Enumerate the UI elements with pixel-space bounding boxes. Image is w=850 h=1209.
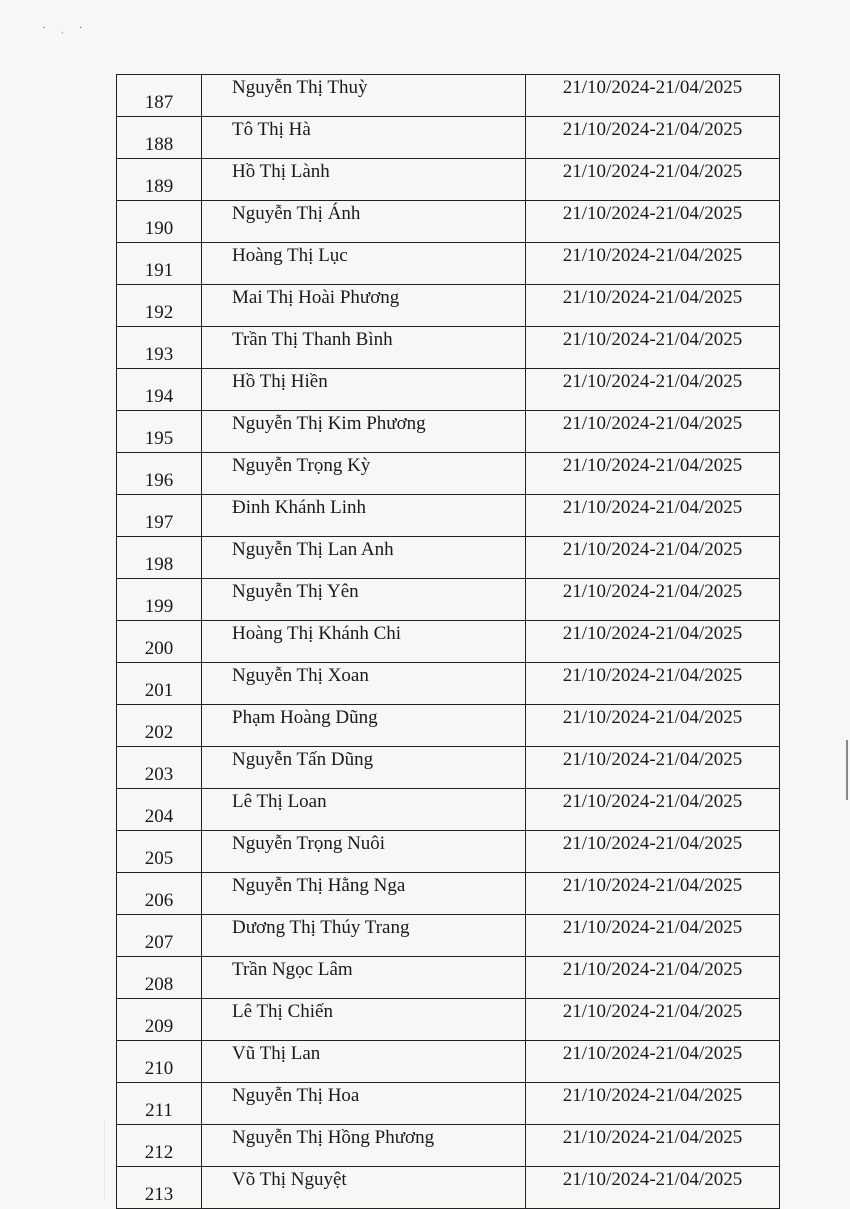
row-number-cell: 198: [117, 537, 202, 579]
period-cell: 21/10/2024-21/04/2025: [526, 873, 780, 915]
row-number-cell: 195: [117, 411, 202, 453]
row-number-cell: 193: [117, 327, 202, 369]
table-row: [117, 999, 780, 1041]
period-cell: 21/10/2024-21/04/2025: [526, 621, 780, 663]
person-name-cell: Nguyễn Thị Thuỳ: [202, 75, 526, 117]
person-name-cell: Hồ Thị Lành: [202, 159, 526, 201]
person-name-cell: Nguyễn Trọng Nuôi: [202, 831, 526, 873]
person-name-cell: Lê Thị Loan: [202, 789, 526, 831]
person-name-cell: Dương Thị Thúy Trang: [202, 915, 526, 957]
row-number-cell: 204: [117, 789, 202, 831]
period-cell: 21/10/2024-21/04/2025: [526, 789, 780, 831]
row-number-cell: 192: [117, 285, 202, 327]
row-number-cell: 187: [117, 75, 202, 117]
table-row: [117, 495, 780, 537]
table-row: [117, 663, 780, 705]
table-row: [117, 159, 780, 201]
row-number-cell: 207: [117, 915, 202, 957]
person-name-cell: Nguyễn Thị Hoa: [202, 1083, 526, 1125]
row-number-cell: 191: [117, 243, 202, 285]
period-cell: 21/10/2024-21/04/2025: [526, 999, 780, 1041]
period-cell: 21/10/2024-21/04/2025: [526, 831, 780, 873]
table-row: [117, 243, 780, 285]
person-name-cell: Mai Thị Hoài Phương: [202, 285, 526, 327]
person-name-cell: Hoàng Thị Lục: [202, 243, 526, 285]
row-number-cell: 211: [117, 1083, 202, 1125]
row-number-cell: 210: [117, 1041, 202, 1083]
period-cell: 21/10/2024-21/04/2025: [526, 201, 780, 243]
period-cell: 21/10/2024-21/04/2025: [526, 117, 780, 159]
person-name-cell: Nguyễn Thị Xoan: [202, 663, 526, 705]
page-fold-line: [104, 1120, 105, 1200]
period-cell: 21/10/2024-21/04/2025: [526, 663, 780, 705]
table-row: [117, 537, 780, 579]
table-row: [117, 117, 780, 159]
row-number-cell: 194: [117, 369, 202, 411]
row-number-cell: 201: [117, 663, 202, 705]
person-name-cell: Nguyễn Thị Lan Anh: [202, 537, 526, 579]
row-number-cell: 188: [117, 117, 202, 159]
period-cell: 21/10/2024-21/04/2025: [526, 705, 780, 747]
person-name-cell: Hoàng Thị Khánh Chi: [202, 621, 526, 663]
period-cell: 21/10/2024-21/04/2025: [526, 1125, 780, 1167]
row-number-cell: 189: [117, 159, 202, 201]
table-row: [117, 1083, 780, 1125]
row-number-cell: 203: [117, 747, 202, 789]
person-name-cell: Võ Thị Nguyệt: [202, 1167, 526, 1209]
person-name-cell: Hồ Thị Hiền: [202, 369, 526, 411]
row-number-cell: 209: [117, 999, 202, 1041]
row-number-cell: 212: [117, 1125, 202, 1167]
row-number-cell: 197: [117, 495, 202, 537]
person-name-cell: Nguyễn Tấn Dũng: [202, 747, 526, 789]
period-cell: 21/10/2024-21/04/2025: [526, 75, 780, 117]
row-number-cell: 206: [117, 873, 202, 915]
table-row: [117, 915, 780, 957]
period-cell: 21/10/2024-21/04/2025: [526, 285, 780, 327]
period-cell: 21/10/2024-21/04/2025: [526, 159, 780, 201]
period-cell: 21/10/2024-21/04/2025: [526, 327, 780, 369]
scan-artifact-marks: · ˌ ·: [42, 22, 89, 34]
period-cell: 21/10/2024-21/04/2025: [526, 495, 780, 537]
table-row: [117, 957, 780, 999]
person-name-cell: Nguyễn Thị Hồng Phương: [202, 1125, 526, 1167]
person-name-cell: Lê Thị Chiến: [202, 999, 526, 1041]
table-row: [117, 369, 780, 411]
table-row: [117, 327, 780, 369]
person-name-cell: Trần Thị Thanh Bình: [202, 327, 526, 369]
period-cell: 21/10/2024-21/04/2025: [526, 411, 780, 453]
table-row: [117, 453, 780, 495]
person-name-cell: Nguyễn Thị Ánh: [202, 201, 526, 243]
row-number-cell: 199: [117, 579, 202, 621]
period-cell: 21/10/2024-21/04/2025: [526, 453, 780, 495]
period-cell: 21/10/2024-21/04/2025: [526, 915, 780, 957]
person-name-cell: Phạm Hoàng Dũng: [202, 705, 526, 747]
person-name-cell: Nguyễn Thị Yên: [202, 579, 526, 621]
period-cell: 21/10/2024-21/04/2025: [526, 1083, 780, 1125]
scan-edge-mark: [846, 740, 848, 800]
person-name-cell: Nguyễn Thị Kim Phương: [202, 411, 526, 453]
table-row: [117, 411, 780, 453]
person-name-cell: Tô Thị Hà: [202, 117, 526, 159]
period-cell: 21/10/2024-21/04/2025: [526, 369, 780, 411]
period-cell: 21/10/2024-21/04/2025: [526, 243, 780, 285]
row-number-cell: 202: [117, 705, 202, 747]
person-name-cell: Nguyễn Trọng Kỳ: [202, 453, 526, 495]
period-cell: 21/10/2024-21/04/2025: [526, 1167, 780, 1209]
table-row: [117, 1125, 780, 1167]
roster-table-body: [117, 75, 780, 1209]
table-row: [117, 1167, 780, 1209]
table-row: [117, 873, 780, 915]
person-name-cell: Trần Ngọc Lâm: [202, 957, 526, 999]
table-row: [117, 75, 780, 117]
period-cell: 21/10/2024-21/04/2025: [526, 957, 780, 999]
person-name-cell: Vũ Thị Lan: [202, 1041, 526, 1083]
row-number-cell: 190: [117, 201, 202, 243]
row-number-cell: 200: [117, 621, 202, 663]
table-row: [117, 201, 780, 243]
period-cell: 21/10/2024-21/04/2025: [526, 1041, 780, 1083]
table-row: [117, 285, 780, 327]
person-name-cell: Nguyễn Thị Hằng Nga: [202, 873, 526, 915]
table-row: [117, 747, 780, 789]
table-row: [117, 579, 780, 621]
row-number-cell: 208: [117, 957, 202, 999]
table-row: [117, 621, 780, 663]
period-cell: 21/10/2024-21/04/2025: [526, 747, 780, 789]
table-row: [117, 831, 780, 873]
period-cell: 21/10/2024-21/04/2025: [526, 537, 780, 579]
table-row: [117, 705, 780, 747]
period-cell: 21/10/2024-21/04/2025: [526, 579, 780, 621]
row-number-cell: 205: [117, 831, 202, 873]
row-number-cell: 196: [117, 453, 202, 495]
table-row: [117, 1041, 780, 1083]
person-name-cell: Đinh Khánh Linh: [202, 495, 526, 537]
row-number-cell: 213: [117, 1167, 202, 1209]
table-row: [117, 789, 780, 831]
roster-table: [116, 74, 780, 1209]
